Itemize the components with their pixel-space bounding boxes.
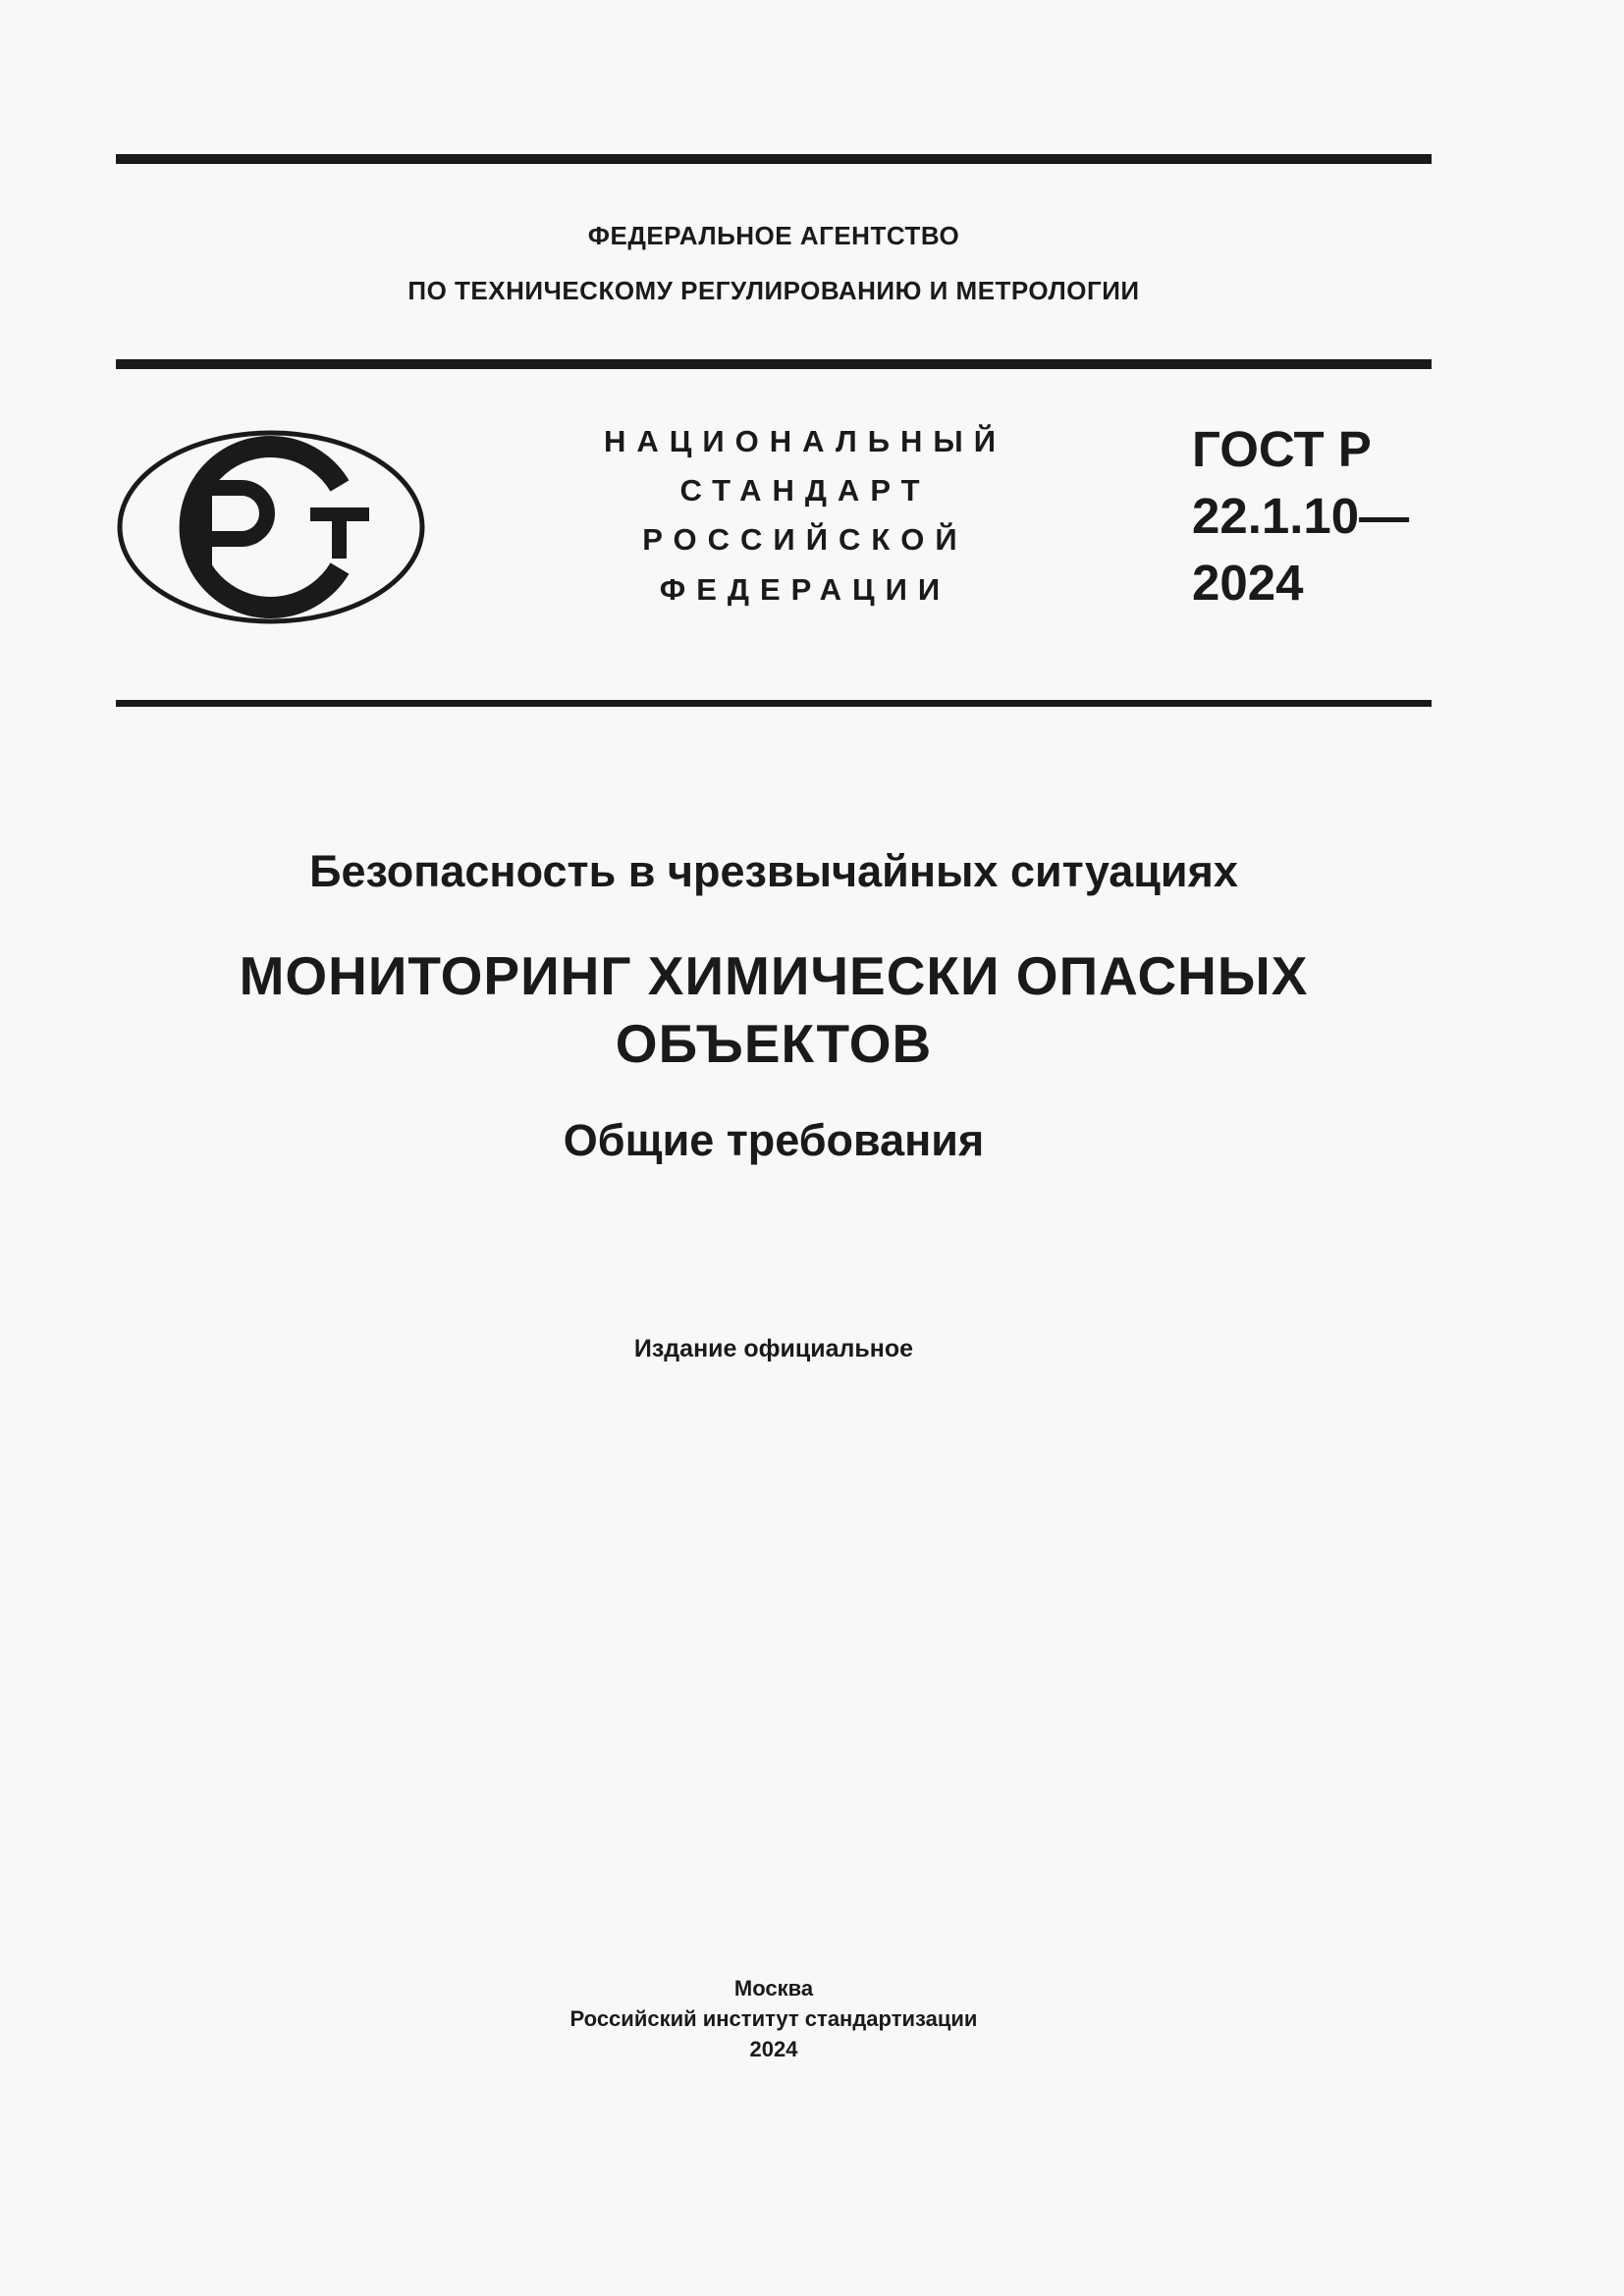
imprint-publisher: Российский институт стандартизации xyxy=(569,2006,978,2031)
standard-designation-line2: 22.1.10— xyxy=(1192,488,1410,544)
document-subject: Безопасность в чрезвычайных ситуациях xyxy=(309,846,1238,896)
edition-note: Издание официальное xyxy=(633,1335,914,1362)
national-standard-line2: СТАНДАРТ xyxy=(679,473,931,507)
header-rule xyxy=(116,359,1432,369)
section-rule xyxy=(116,700,1432,707)
national-standard-line3: РОССИЙСКОЙ xyxy=(642,522,968,557)
agency-name-line2: ПО ТЕХНИЧЕСКОМУ РЕГУЛИРОВАНИЮ И МЕТРОЛОГИИ xyxy=(407,276,1140,305)
national-standard-line1: НАЦИОНАЛЬНЫЙ xyxy=(603,424,1007,458)
imprint-city: Москва xyxy=(733,1976,814,2001)
standard-designation-line3: 2024 xyxy=(1192,555,1304,611)
standard-designation-line1: ГОСТ Р xyxy=(1192,421,1372,477)
rst-certification-mark-icon xyxy=(116,429,426,625)
imprint-year: 2024 xyxy=(749,2037,798,2061)
national-standard-line4: ФЕДЕРАЦИИ xyxy=(659,572,951,607)
top-rule xyxy=(116,154,1432,164)
document-title-line2: ОБЪЕКТОВ xyxy=(615,1013,933,1074)
document-subtitle: Общие требования xyxy=(563,1115,985,1165)
agency-name-line1: ФЕДЕРАЛЬНОЕ АГЕНТСТВО xyxy=(587,221,960,250)
document-title-line1: МОНИТОРИНГ ХИМИЧЕСКИ ОПАСНЫХ xyxy=(239,945,1309,1006)
